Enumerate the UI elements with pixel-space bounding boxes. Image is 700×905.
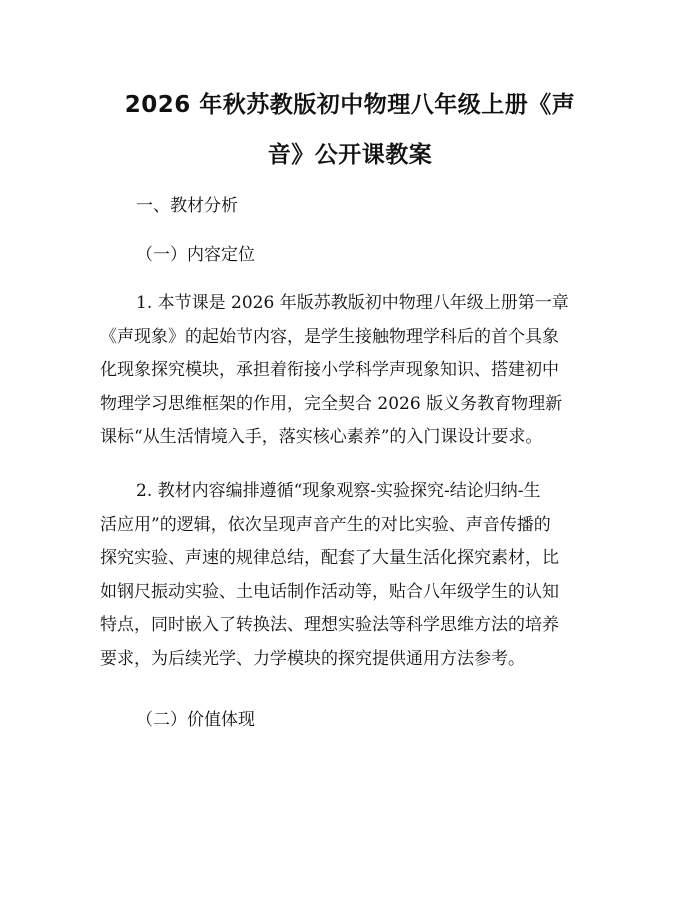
document-title-line-1: 2026 年秋苏教版初中物理八年级上册《声 [124,92,576,118]
paragraph-1 [100,287,600,455]
paragraph-1-line: 1. 本节课是 2026 年版苏教版初中物理八年级上册第一章 [136,293,569,313]
paragraph-2-line: 特点，同时嵌入了转换法、理想实验法等科学思维方法的培养 [100,615,559,636]
subsection-heading-value-embodiment: （二）价值体现 [136,710,255,730]
paragraph-2-line: 活应用”的逻辑，依次呈现声音产生的对比实验、声音传播的 [100,514,551,535]
document-title-line-2: 音》公开课教案 [267,142,433,168]
section-heading-teaching-material-analysis: 一、教材分析 [136,196,238,216]
paragraph-1-line: 《声现象》的起始节内容，是学生接触物理学科后的首个具象 [100,326,559,347]
paragraph-1-line: 化现象探究模块，承担着衔接小学科学声现象知识、搭建初中 [100,360,559,381]
subsection-heading-content-positioning: （一）内容定位 [136,245,255,265]
paragraph-2-line: 要求，为后续光学、力学模块的探究提供通用方法参考。 [100,648,525,669]
paragraph-2-line: 2. 教材内容编排遵循“现象观察-实验探究-结论归纳-生 [136,481,541,501]
paragraph-2-line: 探究实验、声速的规律总结，配套了大量生活化探究素材，比 [100,548,559,569]
paragraph-1-line: 物理学习思维框架的作用，完全契合 2026 版义务教育物理新 [100,393,563,414]
paragraph-2 [100,475,600,677]
paragraph-1-line: 课标“从生活情境入手，落实核心素养”的入门课设计要求。 [100,427,543,448]
paragraph-2-line: 如钢尺振动实验、土电话制作活动等，贴合八年级学生的认知 [100,581,559,602]
